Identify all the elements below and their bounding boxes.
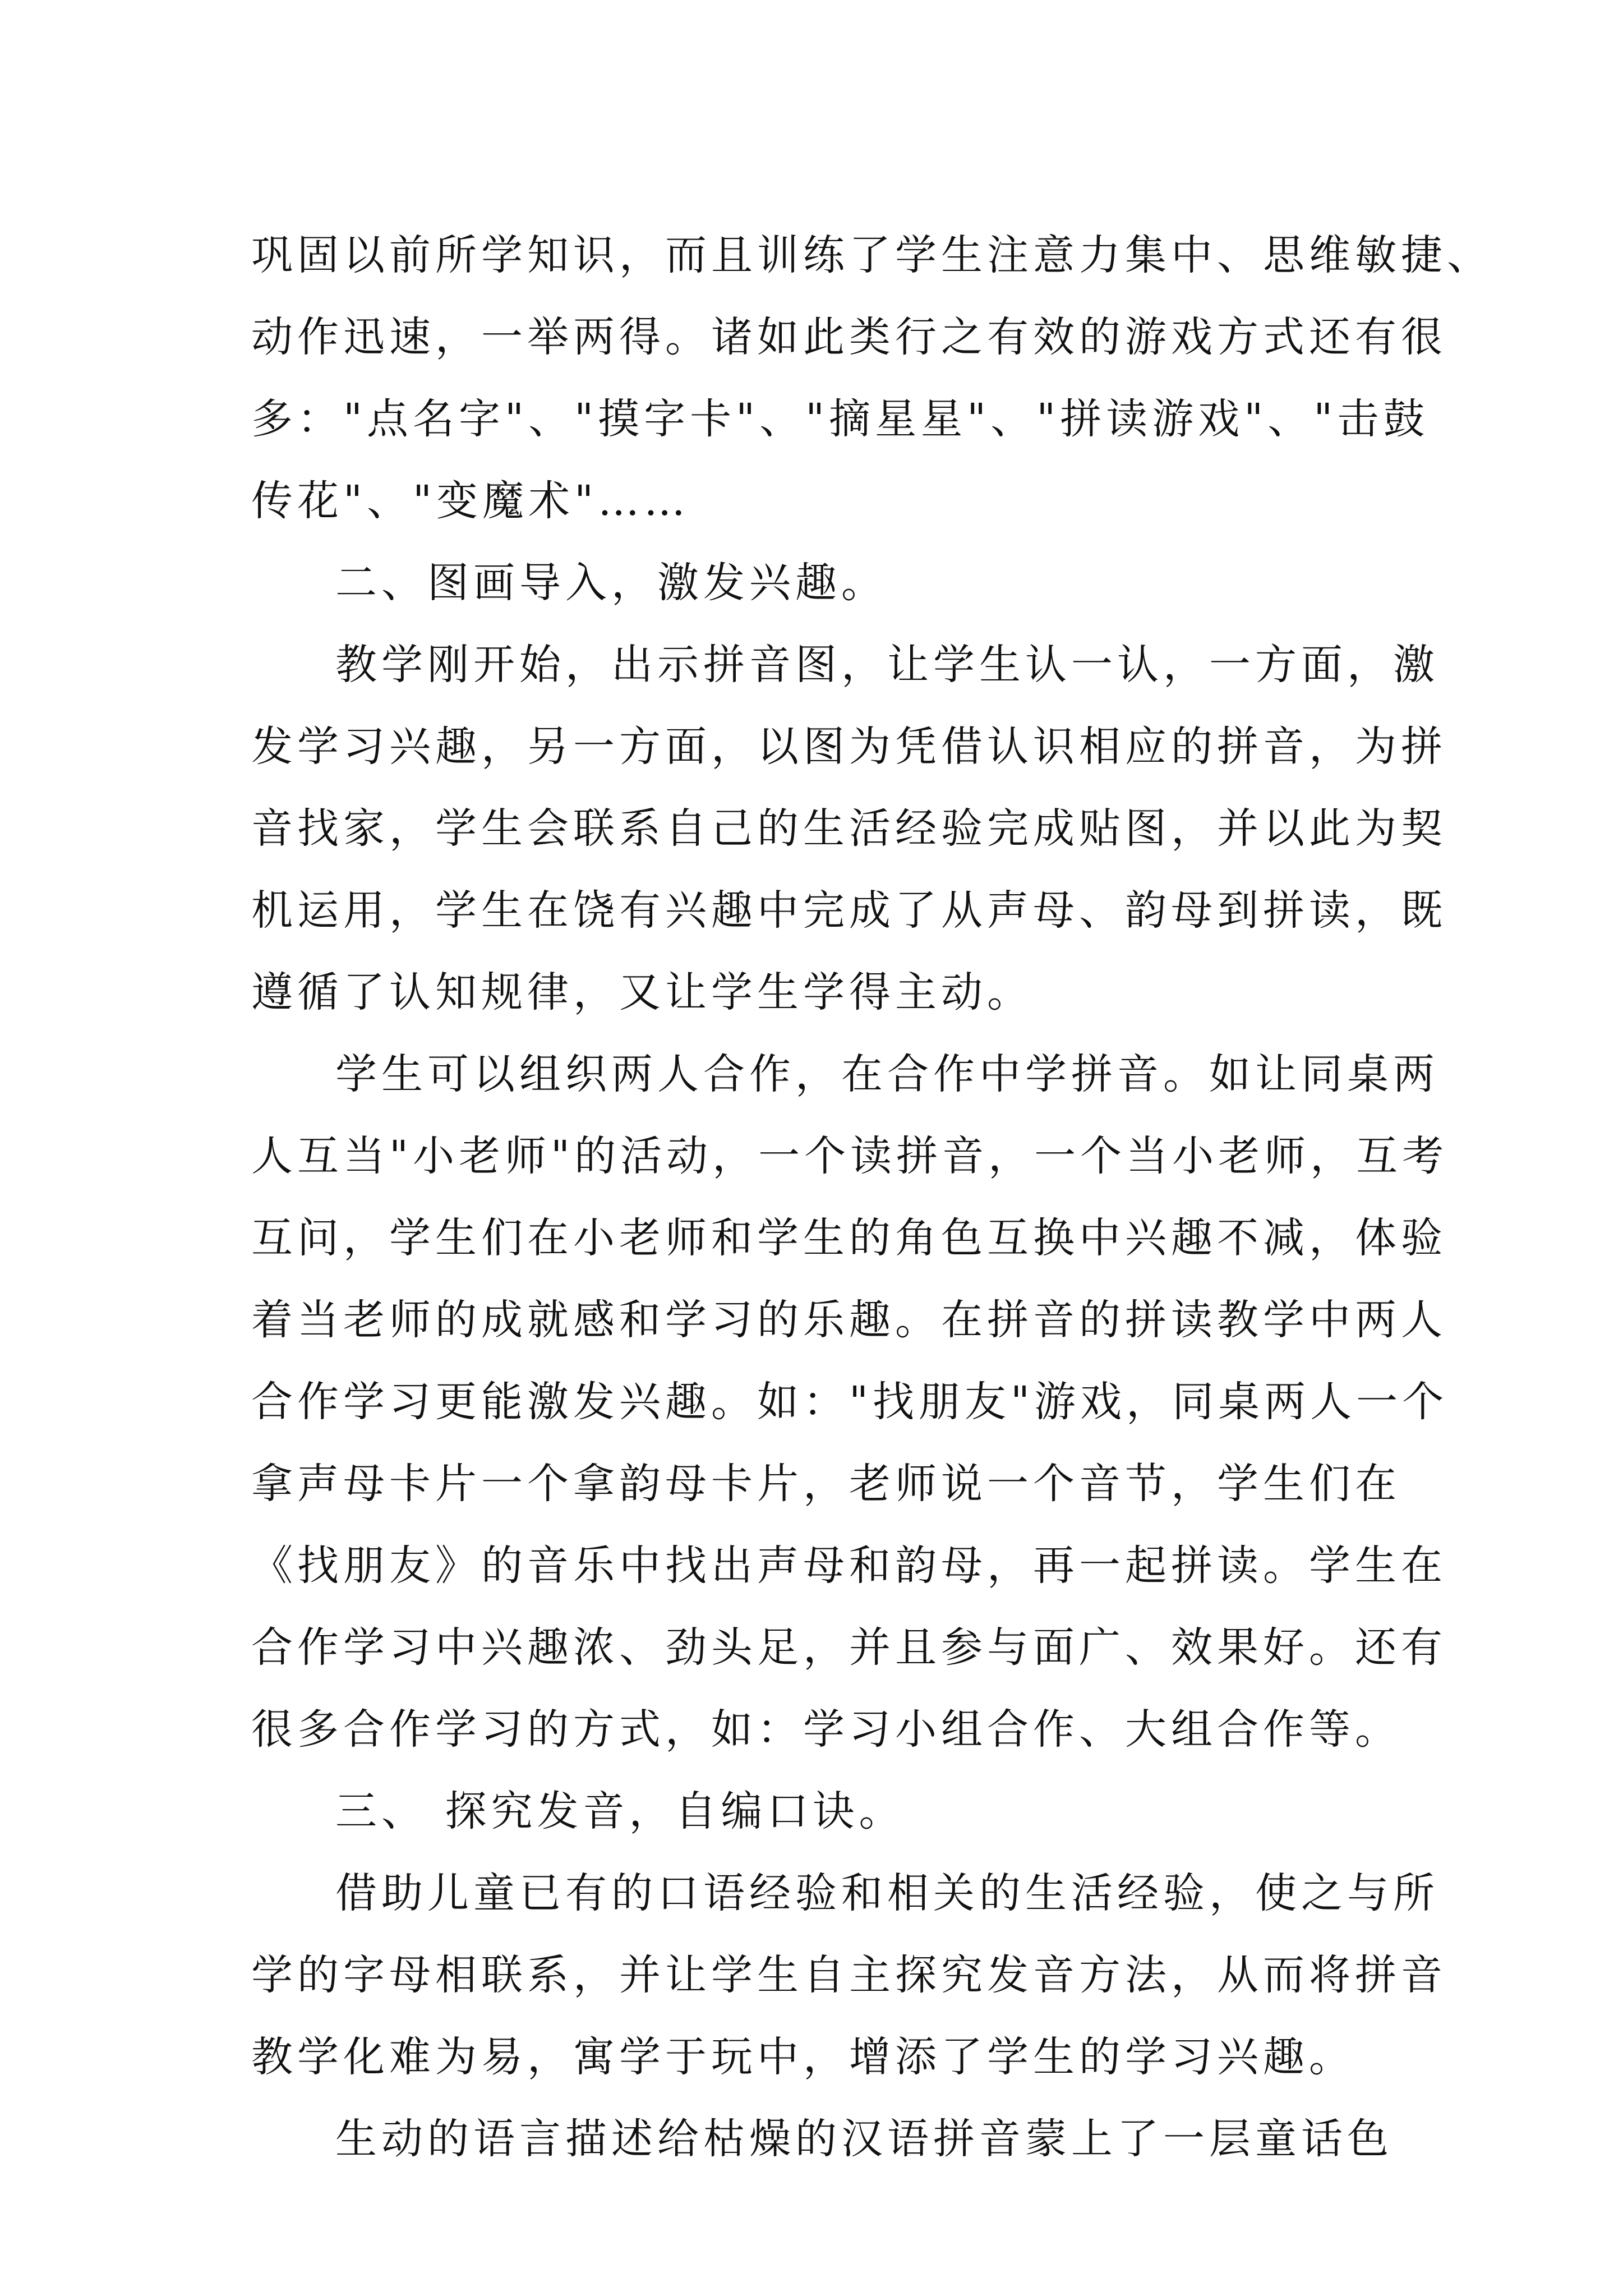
text-line: 人互当"小老师"的活动，一个读拼音，一个当小老师，互考 bbox=[251, 1132, 1449, 1180]
text-line: 教学化难为易，寓学于玩中，增添了学生的学习兴趣。 bbox=[251, 2033, 1355, 2081]
text-line: 合作学习中兴趣浓、劲头足，并且参与面广、效果好。还有 bbox=[251, 1623, 1447, 1672]
text-line: 遵循了认知规律，又让学生学得主动。 bbox=[251, 968, 1033, 1016]
text-line: 机运用，学生在饶有兴趣中完成了从声母、韵母到拼读，既 bbox=[251, 886, 1447, 935]
section-heading: 三、 探究发音，自编口诀。 bbox=[335, 1787, 905, 1835]
paragraph-start-line: 借助儿童已有的口语经验和相关的生活经验，使之与所 bbox=[335, 1869, 1439, 1917]
text-line: 拿声母卡片一个拿韵母卡片，老师说一个音节，学生们在 bbox=[251, 1460, 1401, 1508]
text-line: 着当老师的成就感和学习的乐趣。在拼音的拼读教学中两人 bbox=[251, 1296, 1447, 1344]
text-line: 互问，学生们在小老师和学生的角色互换中兴趣不减，体验 bbox=[251, 1214, 1447, 1262]
section-heading: 二、图画导入，激发兴趣。 bbox=[335, 559, 887, 607]
paragraph-start-line: 生动的语言描述给枯燥的汉语拼音蒙上了一层童话色 bbox=[335, 2115, 1393, 2163]
text-line: 《找朋友》的音乐中找出声母和韵母，再一起拼读。学生在 bbox=[251, 1542, 1447, 1590]
document-body bbox=[251, 214, 1493, 2180]
text-line: 发学习兴趣，另一方面，以图为凭借认识相应的拼音，为拼 bbox=[251, 723, 1447, 771]
paragraph-start-line: 教学刚开始，出示拼音图，让学生认一认，一方面，激 bbox=[335, 641, 1439, 689]
text-line: 多："点名字"、"摸字卡"、"摘星星"、"拼读游戏"、"击鼓 bbox=[251, 395, 1430, 443]
text-line: 传花"、"变魔术"…… bbox=[251, 477, 690, 525]
text-line: 巩固以前所学知识，而且训练了学生注意力集中、思维敏捷、 bbox=[251, 231, 1493, 279]
text-line: 动作迅速，一举两得。诸如此类行之有效的游戏方式还有很 bbox=[251, 313, 1447, 361]
text-line: 学的字母相联系，并让学生自主探究发音方法，从而将拼音 bbox=[251, 1951, 1447, 1999]
text-line: 合作学习更能激发兴趣。如："找朋友"游戏，同桌两人一个 bbox=[251, 1378, 1449, 1426]
text-line: 音找家，学生会联系自己的生活经验完成贴图，并以此为契 bbox=[251, 804, 1447, 853]
text-line: 很多合作学习的方式，如：学习小组合作、大组合作等。 bbox=[251, 1705, 1401, 1754]
paragraph-start-line: 学生可以组织两人合作，在合作中学拼音。如让同桌两 bbox=[335, 1050, 1439, 1098]
